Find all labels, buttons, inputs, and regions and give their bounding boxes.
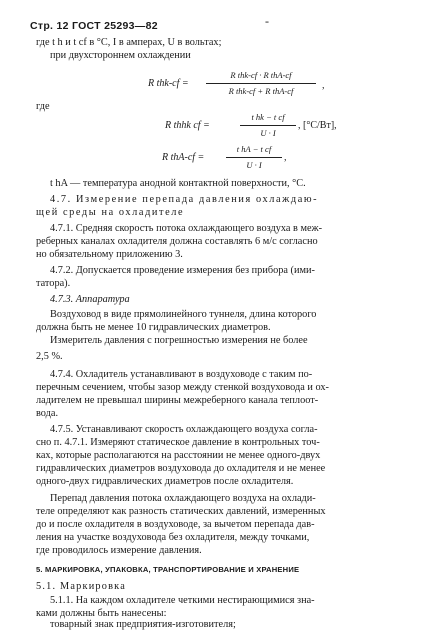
page-header: Стр. 12 ГОСТ 25293—82	[30, 20, 158, 32]
chapter-title: 5. МАРКИРОВКА, УПАКОВКА, ТРАНСПОРТИРОВАНИЕ И ХРАНЕНИЕ	[36, 565, 300, 574]
text-line: перечным сечением, чтобы зазор между стенкой воздуховода и ох-	[36, 382, 329, 393]
text-line: ками должны быть нанесены:	[36, 608, 167, 619]
formula-numerator: t hk − t cf	[251, 112, 285, 122]
fraction-bar	[226, 157, 282, 158]
fraction-bar	[206, 83, 316, 84]
text-line: 4.7.1. Средняя скорость потока охлаждающего воздуха в меж-	[50, 223, 323, 234]
text-line: Перепад давления потока охлаждающего воздуха на охлади-	[50, 493, 316, 504]
text-line: должна быть не менее 10 гидравлических диаметров.	[36, 322, 271, 333]
text-line: t hA — температура анодной контактной поверхности, °С.	[50, 178, 306, 189]
formula-tail: ,	[322, 80, 325, 91]
formula-denominator: U · I	[246, 160, 262, 170]
fraction-bar	[240, 125, 296, 126]
text-line: 4.7.2. Допускается проведение измерения без прибора (ими-	[50, 265, 315, 276]
text-line: до и после охладителя в воздуховоде, за вычетом перепада дав-	[36, 519, 315, 530]
text-line: 5.1.1. На каждом охладителе четкими нестирающимися зна-	[50, 595, 315, 606]
text-line: вода.	[36, 408, 59, 419]
text-line: 4.7.5. Устанавливают скорость охлаждающего воздуха согла-	[50, 424, 318, 435]
text-line: одного-двух гидравлических диаметров после охладителя.	[36, 476, 294, 487]
formula-lhs: R thhk cf =	[165, 120, 210, 131]
formula-tail: , [°С/Вт],	[298, 120, 337, 131]
formula-lhs: R thA-cf =	[162, 152, 205, 163]
text-line: где t h и t cf в °С, I в амперах, U в вольтах;	[36, 37, 222, 48]
text-line: теле определяют как разность статических давлений, измеренных	[36, 506, 326, 517]
text-line: ладителем не превышал ширины межреберного канала теплоот-	[36, 395, 319, 406]
text-line: ках, которые располагаются на расстоянии не менее одного-двух	[36, 450, 321, 461]
text-line: 4.7.4. Охладитель устанавливают в воздуховоде с таким по-	[50, 369, 313, 380]
subheading: 4.7.3. Аппаратура	[50, 294, 130, 305]
formula-denominator: U · I	[260, 128, 276, 138]
text-line: где проводилось измерение давления.	[36, 545, 202, 556]
section-heading: щей среды на охладителе	[36, 207, 185, 218]
text-line: где	[36, 101, 50, 112]
section-heading: 4.7. Измерение перепада давления охлаждаю-	[50, 194, 319, 205]
formula-tail: ,	[284, 152, 287, 163]
text-line: но обязательному приложению 3.	[36, 249, 183, 260]
subsection-heading: 5.1. Маркировка	[36, 581, 126, 592]
formula-lhs: R thk-cf =	[148, 78, 189, 89]
text-line: татора).	[36, 278, 71, 289]
text-line: ления на участке воздуховода без охладителя, между точками,	[36, 532, 310, 543]
text-line: при двухстороннем охлаждении	[50, 50, 191, 61]
text-line: Измеритель давления с погрешностью измерения не более	[50, 335, 308, 346]
formula-numerator: R thk-cf · R thA-cf	[230, 70, 292, 80]
text-line: Воздуховод в виде прямолинейного туннеля, длина которого	[50, 309, 317, 320]
text-line: сно п. 4.7.1. Измеряют статическое давление в контрольных точ-	[36, 437, 320, 448]
text-line: реберных каналах охладителя должна составлять 6 м/с согласно	[36, 236, 318, 247]
formula-numerator: t hA − t cf	[236, 144, 272, 154]
text-line: гидравлических диаметров воздуховода до охладителя и не менее	[36, 463, 326, 474]
text-line: товарный знак предприятия-изготовителя;	[50, 619, 236, 630]
page-mark: -	[265, 14, 269, 28]
formula-denominator: R thk-cf + R thA-cf	[228, 86, 294, 96]
text-line: 2,5 %.	[36, 351, 63, 362]
